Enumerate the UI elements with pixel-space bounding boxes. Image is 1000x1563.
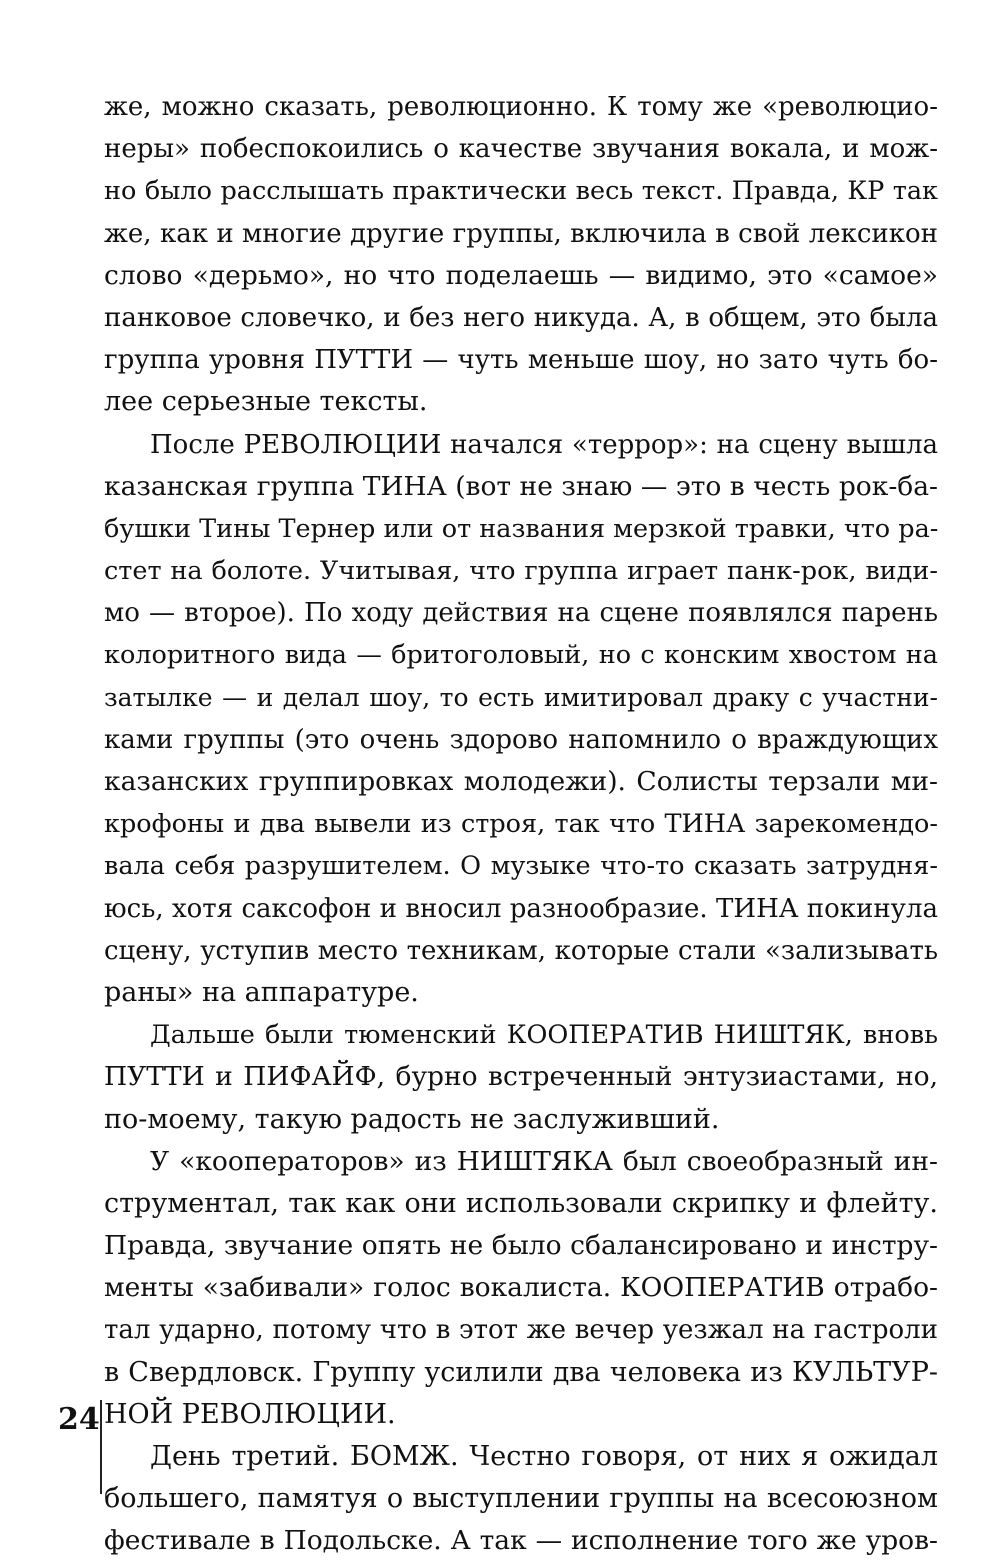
text-line: но было расслышать практически весь текст. Правда, КР так	[104, 176, 938, 207]
text-line: лее серьезные тексты.	[104, 386, 428, 418]
paragraph-first-line: У «кооператоров» из НИШТЯКА был своеобразный ин-	[150, 1145, 938, 1177]
page-number: 24	[58, 1402, 100, 1437]
text-line: бушки Тины Тернер или от названия мерзкой травки, что ра-	[104, 513, 938, 544]
text-line: Правда, звучание опять не было сбалансировано и инстру-	[104, 1230, 938, 1262]
body-text	[104, 86, 938, 1563]
text-line: группа уровня ПУТТИ — чуть меньше шоу, но зато чуть бо-	[104, 345, 938, 376]
text-line: же, можно сказать, революционно. К тому же «революцио-	[104, 92, 938, 122]
text-line: панковое словечко, и без него никуда. А, в общем, это была	[104, 302, 938, 333]
text-line: юсь, хотя саксофон и вносил разнообразие. ТИНА покинула	[104, 893, 938, 924]
text-line: большего, памятуя о выступлении группы на всесоюзном	[104, 1483, 938, 1515]
text-line: затылке — и делал шоу, то есть имитировал драку с участни-	[104, 682, 938, 712]
text-line: сцену, уступив место техникам, которые стали «зализывать	[104, 935, 938, 966]
page-number-rule	[100, 1400, 102, 1494]
text-line: вала себя разрушителем. О музыке что-то сказать затрудня-	[104, 851, 938, 882]
text-line: фестивале в Подольске. А так — исполнение того же уров-	[104, 1525, 938, 1557]
text-line: же, как и многие другие группы, включила в свой лексикон	[104, 218, 938, 249]
text-line: крофоны и два вывели из строя, так что ТИНА зарекомендо-	[104, 809, 938, 840]
text-line: стет на болоте. Учитывая, что группа играет панк-рок, види-	[104, 556, 938, 587]
text-line: слово «дерьмо», но что поделаешь — видимо, это «самое»	[104, 259, 938, 291]
text-line: ками группы (это очень здорово напомнило о враждующих	[104, 724, 938, 755]
paragraph-first-line: День третий. БОМЖ. Честно говоря, от них я ожидал	[150, 1441, 938, 1472]
text-line: НОЙ РЕВОЛЮЦИИ.	[104, 1398, 396, 1430]
text-line: раны» на аппаратуре.	[104, 976, 419, 1008]
text-line: ПУТТИ и ПИФАЙФ, бурно встреченный энтузиастами, но,	[104, 1061, 938, 1093]
text-line: неры» побеспокоились о качестве звучания вокала, и мож-	[104, 134, 938, 165]
paragraph-first-line: После РЕВОЛЮЦИИ начался «террор»: на сцену вышла	[150, 429, 938, 460]
paragraph-first-line: Дальше были тюменский КООПЕРАТИВ НИШТЯК, вновь	[150, 1020, 938, 1051]
text-line: мо — второе). По ходу действия на сцене появлялся парень	[104, 598, 938, 629]
text-line: менты «забивали» голос вокалиста. КООПЕРАТИВ отрабо-	[104, 1272, 938, 1304]
text-line: в Свердловск. Группу усилили два человека из КУЛЬТУР-	[104, 1356, 938, 1388]
text-line: по-моему, такую радость не заслуживший.	[104, 1103, 720, 1135]
text-line: казанских группировках молодежи). Солисты терзали ми-	[104, 766, 938, 797]
text-line: казанская группа ТИНА (вот не знаю — это в честь рок-ба-	[104, 470, 938, 502]
text-line: колоритного вида — бритоголовый, но с конским хвостом на	[104, 640, 938, 671]
text-line: тал ударно, потому что в этот же вечер уезжал на гастроли	[104, 1315, 938, 1346]
text-line: струментал, так как они использовали скрипку и флейту.	[104, 1187, 938, 1219]
